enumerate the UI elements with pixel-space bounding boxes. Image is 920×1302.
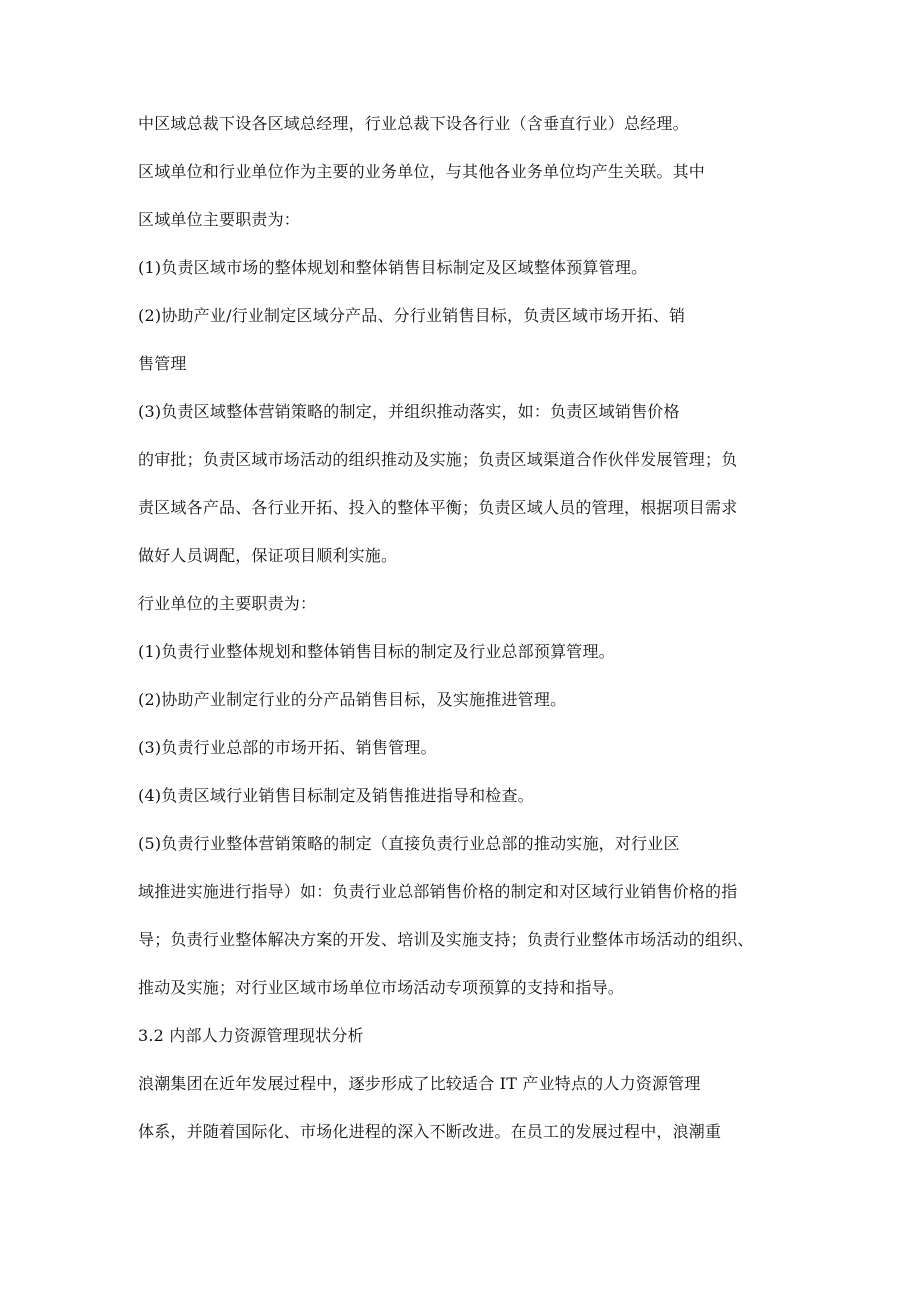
text-line: (3)负责行业总部的市场开拓、销售管理。 <box>138 738 437 757</box>
text-line: 做好人员调配，保证项目顺利实施。 <box>138 546 398 565</box>
text-line: (5)负责行业整体营销策略的制定（直接负责行业总部的推动实施，对行业区 <box>138 834 680 853</box>
text-line: (1)负责行业整体规划和整体销售目标的制定及行业总部预算管理。 <box>138 642 615 661</box>
text-line: 区域单位和行业单位作为主要的业务单位，与其他各业务单位均产生关联。其中 <box>138 162 706 181</box>
text-line: (2)协助产业制定行业的分产品销售目标，及实施推进管理。 <box>138 690 567 709</box>
text-line: 体系，并随着国际化、市场化进程的深入不断改进。在员工的发展过程中，浪潮重 <box>138 1122 722 1141</box>
text-line: 责区域各产品、各行业开拓、投入的整体平衡；负责区域人员的管理，根据项目需求 <box>138 498 738 517</box>
section-heading: 3.2 内部人力资源管理现状分析 <box>138 1026 364 1045</box>
text-line: (2)协助产业/行业制定区域分产品、分行业销售目标，负责区域市场开拓、销 <box>138 306 686 325</box>
text-line: 行业单位的主要职责为： <box>138 594 317 613</box>
text-line: (4)负责区域行业销售目标制定及销售推进指导和检查。 <box>138 786 534 805</box>
text-line: 域推进实施进行指导）如：负责行业总部销售价格的制定和对区域行业销售价格的指 <box>138 882 738 901</box>
text-line: 推动及实施；对行业区域市场单位市场活动专项预算的支持和指导。 <box>138 978 625 997</box>
text-line: (3)负责区域整体营销策略的制定，并组织推动落实，如：负责区域销售价格 <box>138 402 680 421</box>
text-line: 浪潮集团在近年发展过程中，逐步形成了比较适合 IT 产业特点的人力资源管理 <box>138 1074 701 1093</box>
text-line: 的审批；负责区域市场活动的组织推动及实施；负责区域渠道合作伙伴发展管理；负 <box>138 450 738 469</box>
text-line: (1)负责区域市场的整体规划和整体销售目标制定及区域整体预算管理。 <box>138 258 648 277</box>
text-line: 区域单位主要职责为： <box>138 210 301 229</box>
text-line: 中区域总裁下设各区域总经理，行业总裁下设各行业（含垂直行业）总经理。 <box>138 114 689 133</box>
text-line: 导；负责行业整体解决方案的开发、培训及实施支持；负责行业整体市场活动的组织、 <box>138 930 754 949</box>
text-line: 售管理 <box>138 354 187 373</box>
